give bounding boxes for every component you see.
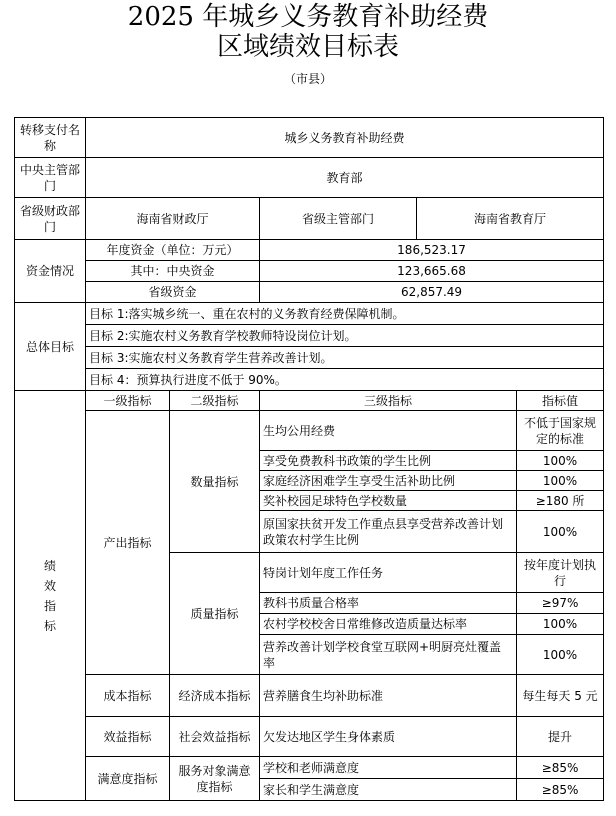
table-row [15, 118, 604, 158]
goal-item: 目标 4：预算执行进度不低于 90%。 [86, 369, 604, 391]
indicator-name: 营养改善计划学校食堂互联网+明厨亮灶覆盖率 [260, 635, 517, 675]
indicator-name: 教科书质量合格率 [260, 593, 517, 614]
indicator-value: ≥180 所 [517, 491, 604, 511]
table-row [15, 391, 604, 411]
table-row [15, 717, 604, 757]
indicator-value: 100% [517, 451, 604, 471]
funds-item-value: 123,665.68 [260, 261, 604, 282]
header-level1: 一级指标 [86, 391, 170, 411]
indicator-value: ≥97% [517, 593, 604, 614]
indicator-name: 欠发达地区学生身体素质 [260, 717, 517, 757]
header-level2: 二级指标 [170, 391, 260, 411]
central-dept-label: 中央主管部门 [15, 158, 86, 198]
indicator-name: 生均公用经费 [260, 411, 517, 451]
prov-finance-label: 省级财政部门 [15, 198, 86, 240]
satisfaction-indicator-label: 满意度指标 [86, 757, 170, 801]
cost-indicator-label: 成本指标 [86, 675, 170, 717]
indicator-value: 提升 [517, 717, 604, 757]
indicator-value: 100% [517, 635, 604, 675]
transfer-name-label: 转移支付名称 [15, 118, 86, 158]
table-row [15, 261, 604, 282]
table-row [15, 369, 604, 391]
prov-finance-value: 海南省财政厅 [86, 198, 260, 240]
central-dept-value: 教育部 [86, 158, 604, 198]
table-row [15, 158, 604, 198]
indicator-value: 每生每天 5 元 [517, 675, 604, 717]
table-row [15, 411, 604, 451]
goal-item: 目标 2:实施农村义务教育学校教师特设岗位计划。 [86, 325, 604, 347]
indicator-name: 奖补校园足球特色学校数量 [260, 491, 517, 511]
table-row [15, 325, 604, 347]
table-row [15, 757, 604, 779]
table-row [15, 198, 604, 240]
goal-item: 目标 1:落实城乡统一、重在农村的义务教育经费保障机制。 [86, 303, 604, 325]
indicator-value: 不低于国家规定的标准 [517, 411, 604, 451]
indicator-value: 100% [517, 614, 604, 635]
header-value: 指标值 [517, 391, 604, 411]
quality-indicator-label: 质量指标 [170, 553, 260, 675]
table-row [15, 303, 604, 325]
funds-item-label: 其中：中央资金 [86, 261, 260, 282]
funds-label: 资金情况 [15, 240, 86, 303]
indicator-name: 原国家扶贫开发工作重点县享受营养改善计划政策农村学生比例 [260, 511, 517, 553]
funds-item-label: 省级资金 [86, 282, 260, 303]
indicator-name: 学校和老师满意度 [260, 757, 517, 779]
table-row [15, 347, 604, 369]
benefit-sub-label: 社会效益指标 [170, 717, 260, 757]
performance-target-table [14, 117, 604, 801]
indicator-name: 特岗计划年度工作任务 [260, 553, 517, 593]
table-row [15, 282, 604, 303]
indicator-name: 农村学校校舍日常维修改造质量达标率 [260, 614, 517, 635]
funds-item-label: 年度资金（单位：万元） [86, 240, 260, 261]
cost-sub-label: 经济成本指标 [170, 675, 260, 717]
page-title-line1: 2025 年城乡义务教育补助经费 [127, 2, 489, 32]
transfer-name-value: 城乡义务教育补助经费 [86, 118, 604, 158]
prov-dept-value: 海南省教育厅 [417, 198, 604, 240]
satisfaction-sub-label: 服务对象满意度指标 [170, 757, 260, 801]
funds-item-value: 186,523.17 [260, 240, 604, 261]
page-subtitle: （市县） [283, 72, 332, 86]
table-row [15, 675, 604, 717]
indicator-value: 按年度计划执行 [517, 553, 604, 593]
indicator-name: 家庭经济困难学生享受生活补助比例 [260, 471, 517, 491]
indicator-value: ≥85% [517, 779, 604, 801]
table-row [15, 240, 604, 261]
header-level3: 三级指标 [260, 391, 517, 411]
indicator-name: 享受免费教科书政策的学生比例 [260, 451, 517, 471]
indicator-value: ≥85% [517, 757, 604, 779]
goal-item: 目标 3:实施农村义务教育学生营养改善计划。 [86, 347, 604, 369]
prov-dept-label: 省级主管部门 [260, 198, 417, 240]
funds-item-value: 62,857.49 [260, 282, 604, 303]
benefit-indicator-label: 效益指标 [86, 717, 170, 757]
page-title-line2: 区域绩效目标表 [216, 32, 399, 62]
quantity-indicator-label: 数量指标 [170, 411, 260, 553]
indicators-section-text: 绩效指标 [43, 558, 56, 633]
output-indicator-label: 产出指标 [86, 411, 170, 675]
indicator-name: 家长和学生满意度 [260, 779, 517, 801]
indicators-section-label [15, 391, 86, 801]
goals-label: 总体目标 [15, 303, 86, 391]
indicator-value: 100% [517, 471, 604, 491]
indicator-name: 营养膳食生均补助标准 [260, 675, 517, 717]
indicator-value: 100% [517, 511, 604, 553]
